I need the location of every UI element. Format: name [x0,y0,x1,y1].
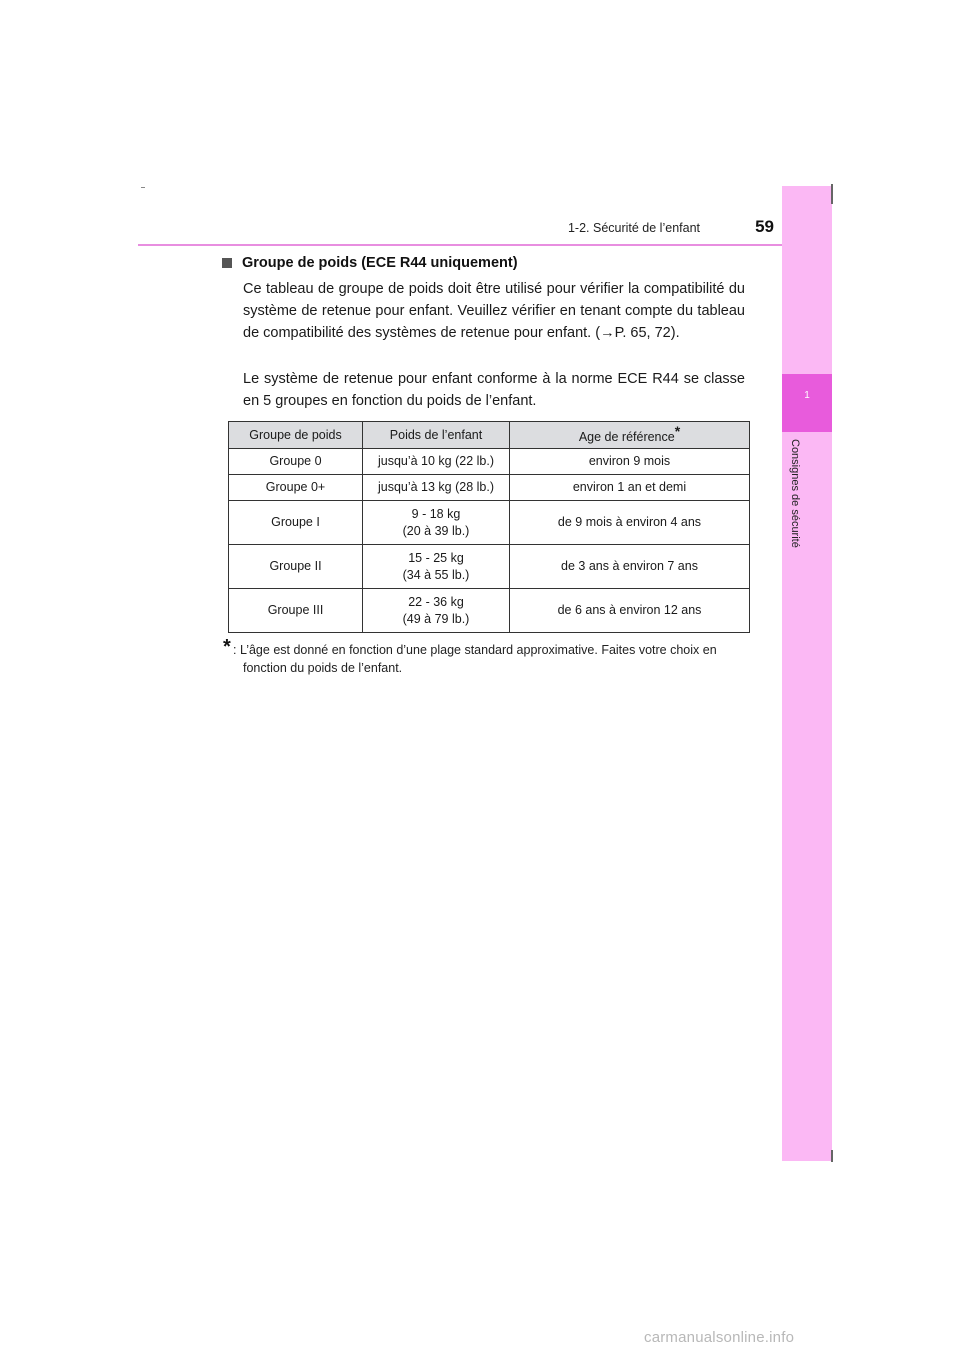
crop-mark [141,187,145,188]
edge-mark-top [831,184,833,204]
table-row [229,589,750,633]
cell-group: Groupe I [229,501,363,545]
cell-age: de 3 ans à environ 7 ans [510,545,750,589]
section-heading [222,255,518,271]
edge-mark-bottom [831,1150,833,1162]
table-row [229,501,750,545]
header-divider [138,244,832,246]
header-child-weight: Poids de l’enfant [363,422,510,449]
cell-weight: 22 - 36 kg (49 à 79 lb.) [363,589,510,633]
cell-age: environ 1 an et demi [510,475,750,501]
square-bullet-icon [222,258,232,268]
cell-group: Groupe 0 [229,449,363,475]
header-section-title: 1-2. Sécurité de l’enfant [567,221,700,235]
cell-weight: jusqu’à 10 kg (22 lb.) [363,449,510,475]
header-weight-group: Groupe de poids [229,422,363,449]
footnote-text: : L’âge est donné en fonction d’une plage standard approximative. Faites votre choix en fonction du poids de l’enfant. [233,643,717,675]
table-row [229,545,750,589]
page-number: 59 [755,217,774,236]
header-reference-age [510,422,750,449]
table-header-row [229,422,750,449]
cell-age: de 6 ans à environ 12 ans [510,589,750,633]
chapter-side-tab [782,186,832,1161]
chapter-label: Consignes de sécurité [789,439,801,548]
cell-group: Groupe 0+ [229,475,363,501]
cell-weight: 9 - 18 kg (20 à 39 lb.) [363,501,510,545]
cell-age: de 9 mois à environ 4 ans [510,501,750,545]
weight-group-table [228,421,750,633]
cell-group: Groupe II [229,545,363,589]
watermark: carmanualsonline.info [644,1329,795,1346]
chapter-number-tab [782,374,832,432]
table-row [229,475,750,501]
groups-paragraph: Le système de retenue pour enfant conforme à la norme ECE R44 se classe en 5 groupes en fonction du poids de l’enfant. [243,371,745,409]
table-row [229,449,750,475]
cell-group: Groupe III [229,589,363,633]
section-heading-text: Groupe de poids (ECE R44 uniquement) [242,255,518,271]
cell-weight: 15 - 25 kg (34 à 55 lb.) [363,545,510,589]
footnote-asterisk-mark: * [223,636,231,658]
footnote-asterisk: * [674,423,681,440]
chapter-number: 1 [804,390,810,401]
header-reference-age-text: Age de référence [578,430,675,445]
cell-weight: jusqu’à 13 kg (28 lb.) [363,475,510,501]
intro-paragraph: Ce tableau de groupe de poids doit être utilisé pour vérifier la compatibilité du système de retenue pour enfant. Veuillez vérifier en tenant compte du tableau de compatibilité des systèmes de retenue pour enfant. (→P. 65, 72). [243,281,745,341]
cell-age: environ 9 mois [510,449,750,475]
